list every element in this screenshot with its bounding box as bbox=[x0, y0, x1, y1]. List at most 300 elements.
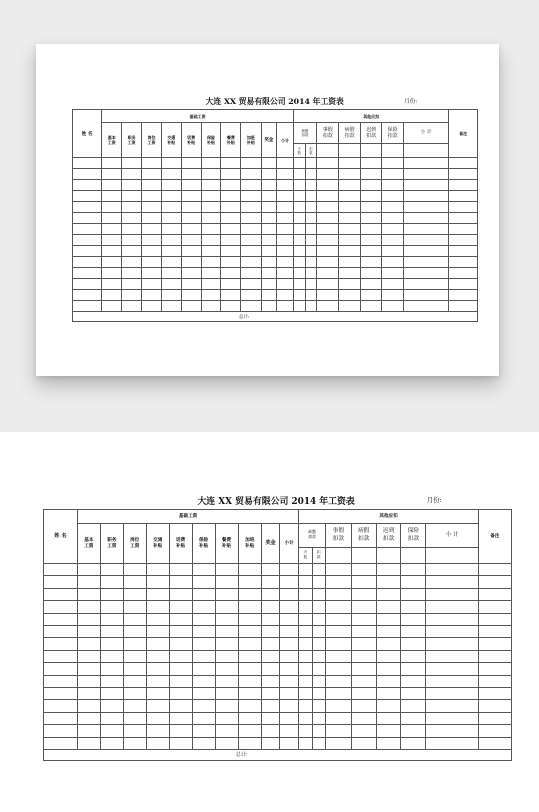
table-cell bbox=[192, 626, 215, 638]
table-cell bbox=[299, 687, 312, 699]
table-cell bbox=[215, 626, 238, 638]
table-cell bbox=[221, 235, 241, 246]
header-deduct-col bbox=[401, 524, 426, 548]
table-cell bbox=[293, 268, 305, 279]
table-cell bbox=[169, 626, 192, 638]
table-cell bbox=[261, 737, 279, 749]
table-cell bbox=[238, 601, 261, 613]
table-cell bbox=[449, 213, 478, 224]
header-absence-days-text: 天 数 bbox=[303, 550, 308, 559]
table-cell bbox=[221, 213, 241, 224]
table-cell bbox=[77, 564, 100, 576]
table-cell bbox=[122, 279, 142, 290]
table-cell bbox=[401, 638, 426, 650]
table-row bbox=[44, 737, 512, 749]
table-cell bbox=[293, 224, 305, 235]
table-cell bbox=[403, 158, 449, 169]
table-cell bbox=[192, 601, 215, 613]
table-cell bbox=[146, 601, 169, 613]
table-cell bbox=[201, 246, 221, 257]
table-cell bbox=[100, 564, 123, 576]
table-cell bbox=[241, 224, 261, 235]
table-cell bbox=[77, 626, 100, 638]
table-cell bbox=[100, 576, 123, 588]
table-cell bbox=[261, 675, 279, 687]
table-cell bbox=[339, 180, 361, 191]
table-cell bbox=[122, 158, 142, 169]
table-cell bbox=[100, 663, 123, 675]
header-base-col bbox=[100, 524, 123, 564]
table-cell bbox=[238, 712, 261, 724]
table-cell bbox=[317, 180, 339, 191]
table-cell bbox=[142, 301, 162, 312]
table-cell bbox=[305, 191, 317, 202]
table-cell bbox=[77, 737, 100, 749]
table-cell bbox=[376, 626, 401, 638]
table-cell bbox=[77, 588, 100, 600]
table-cell bbox=[146, 638, 169, 650]
header-base-col bbox=[142, 122, 162, 158]
table-cell bbox=[312, 626, 325, 638]
table-cell bbox=[351, 725, 376, 737]
header-blank-cell bbox=[382, 144, 404, 158]
table-cell bbox=[215, 601, 238, 613]
table-cell bbox=[77, 638, 100, 650]
table-cell bbox=[280, 675, 299, 687]
table-row bbox=[73, 268, 478, 279]
table-cell bbox=[215, 613, 238, 625]
table-cell bbox=[44, 675, 78, 687]
table-cell bbox=[201, 279, 221, 290]
table-cell bbox=[382, 158, 404, 169]
table-cell bbox=[238, 675, 261, 687]
table-cell bbox=[161, 180, 181, 191]
table-cell bbox=[44, 687, 78, 699]
table-cell bbox=[221, 158, 241, 169]
table-cell bbox=[73, 169, 102, 180]
table-cell bbox=[277, 257, 294, 268]
table-cell bbox=[293, 202, 305, 213]
table-cell bbox=[449, 290, 478, 301]
table-cell bbox=[317, 279, 339, 290]
table-cell bbox=[122, 224, 142, 235]
table-cell bbox=[339, 158, 361, 169]
table-cell bbox=[277, 268, 294, 279]
table-cell bbox=[201, 191, 221, 202]
table-cell bbox=[44, 638, 78, 650]
table-cell bbox=[192, 725, 215, 737]
table-cell bbox=[280, 712, 299, 724]
header-base-col bbox=[102, 122, 122, 158]
table-cell bbox=[44, 576, 78, 588]
table-cell bbox=[181, 213, 201, 224]
table-cell bbox=[305, 224, 317, 235]
table-cell bbox=[426, 613, 479, 625]
header-base-col bbox=[215, 524, 238, 564]
table-cell bbox=[277, 180, 294, 191]
table-cell bbox=[280, 663, 299, 675]
table-cell bbox=[339, 257, 361, 268]
table-cell bbox=[339, 301, 361, 312]
table-cell bbox=[201, 180, 221, 191]
table-cell bbox=[215, 663, 238, 675]
header-row-columns bbox=[73, 122, 478, 143]
table-row bbox=[44, 626, 512, 638]
table-cell bbox=[73, 202, 102, 213]
table-cell bbox=[360, 268, 382, 279]
table-cell bbox=[123, 725, 146, 737]
table-cell bbox=[102, 180, 122, 191]
table-cell bbox=[351, 588, 376, 600]
table-cell bbox=[426, 700, 479, 712]
table-cell bbox=[325, 601, 351, 613]
table-cell bbox=[305, 279, 317, 290]
table-cell bbox=[312, 576, 325, 588]
table-cell bbox=[325, 725, 351, 737]
table-cell bbox=[277, 158, 294, 169]
header-blank-cell bbox=[351, 547, 376, 563]
table-cell bbox=[122, 301, 142, 312]
table-cell bbox=[146, 700, 169, 712]
header-blank-cell bbox=[339, 144, 361, 158]
table-row bbox=[44, 638, 512, 650]
header-base-col-text: 基本 工资 bbox=[107, 135, 116, 146]
table-cell bbox=[277, 202, 294, 213]
table-cell bbox=[325, 564, 351, 576]
table-cell bbox=[142, 191, 162, 202]
table-cell bbox=[261, 576, 279, 588]
table-cell bbox=[339, 202, 361, 213]
table-cell bbox=[261, 687, 279, 699]
table-cell bbox=[77, 687, 100, 699]
table-cell bbox=[142, 213, 162, 224]
table-cell bbox=[142, 290, 162, 301]
table-cell bbox=[261, 725, 279, 737]
table-row bbox=[44, 576, 512, 588]
table-cell bbox=[161, 257, 181, 268]
table-cell bbox=[360, 180, 382, 191]
table-cell bbox=[181, 169, 201, 180]
header-deduct-group-text: 其他应扣 bbox=[379, 513, 398, 519]
table-cell bbox=[102, 169, 122, 180]
table-cell bbox=[261, 224, 277, 235]
table-cell bbox=[192, 700, 215, 712]
table-cell bbox=[339, 213, 361, 224]
table-cell bbox=[215, 650, 238, 662]
table-cell bbox=[169, 601, 192, 613]
table-cell bbox=[142, 224, 162, 235]
table-cell bbox=[325, 687, 351, 699]
table-cell bbox=[339, 279, 361, 290]
header-blank-cell bbox=[403, 144, 449, 158]
table-cell bbox=[221, 290, 241, 301]
header-absence-text: 缺勤 扣款 bbox=[308, 529, 316, 540]
table-cell bbox=[161, 191, 181, 202]
table-cell bbox=[401, 650, 426, 662]
table-cell bbox=[280, 601, 299, 613]
table-cell bbox=[192, 737, 215, 749]
table-cell bbox=[261, 246, 277, 257]
sheet-title: 大连 XX 贸易有限公司 2014 年工资表 bbox=[205, 97, 344, 106]
table-cell bbox=[181, 279, 201, 290]
table-cell bbox=[449, 224, 478, 235]
table-cell bbox=[478, 576, 511, 588]
table-cell bbox=[241, 301, 261, 312]
table-cell bbox=[277, 301, 294, 312]
table-cell bbox=[312, 675, 325, 687]
table-cell bbox=[215, 588, 238, 600]
table-cell bbox=[261, 700, 279, 712]
header-deduct-col-text: 病假 扣款 bbox=[344, 126, 355, 139]
table-cell bbox=[312, 650, 325, 662]
header-base-group-text: 基础工资 bbox=[178, 513, 198, 519]
table-cell bbox=[201, 235, 221, 246]
table-cell bbox=[73, 290, 102, 301]
table-cell bbox=[401, 725, 426, 737]
table-cell bbox=[339, 224, 361, 235]
table-cell bbox=[241, 213, 261, 224]
table-cell bbox=[478, 613, 511, 625]
table-row bbox=[73, 213, 478, 224]
table-cell bbox=[299, 601, 312, 613]
table-cell bbox=[146, 725, 169, 737]
table-cell bbox=[73, 191, 102, 202]
table-cell bbox=[305, 158, 317, 169]
table-cell bbox=[376, 737, 401, 749]
table-cell bbox=[215, 576, 238, 588]
table-cell bbox=[261, 290, 277, 301]
table-cell bbox=[317, 202, 339, 213]
header-base-col-text: 餐费 补贴 bbox=[226, 135, 235, 146]
table-cell bbox=[161, 268, 181, 279]
table-cell bbox=[339, 169, 361, 180]
table-cell bbox=[376, 687, 401, 699]
table-row bbox=[73, 202, 478, 213]
table-cell bbox=[401, 576, 426, 588]
header-row-columns bbox=[44, 524, 512, 548]
table-cell bbox=[181, 268, 201, 279]
table-cell bbox=[312, 601, 325, 613]
table-cell bbox=[241, 158, 261, 169]
table-cell bbox=[317, 169, 339, 180]
table-cell bbox=[192, 675, 215, 687]
table-cell bbox=[351, 626, 376, 638]
table-cell bbox=[221, 191, 241, 202]
table-cell bbox=[146, 576, 169, 588]
table-cell bbox=[102, 158, 122, 169]
table-cell bbox=[299, 675, 312, 687]
table-cell bbox=[142, 169, 162, 180]
table-cell bbox=[261, 158, 277, 169]
table-cell bbox=[181, 158, 201, 169]
header-name bbox=[44, 510, 78, 564]
header-deduct-subtotal-text: 小 计 bbox=[420, 130, 432, 136]
table-cell bbox=[426, 663, 479, 675]
table-cell bbox=[382, 279, 404, 290]
table-cell bbox=[192, 564, 215, 576]
table-cell bbox=[77, 700, 100, 712]
table-row bbox=[73, 180, 478, 191]
header-deduct-group-text: 其他应扣 bbox=[363, 113, 380, 119]
table-cell bbox=[339, 290, 361, 301]
table-cell bbox=[44, 564, 78, 576]
table-cell bbox=[161, 213, 181, 224]
table-cell bbox=[317, 213, 339, 224]
table-cell bbox=[73, 158, 102, 169]
table-cell bbox=[215, 725, 238, 737]
table-cell bbox=[215, 675, 238, 687]
table-cell bbox=[201, 224, 221, 235]
table-cell bbox=[238, 626, 261, 638]
table-cell bbox=[299, 712, 312, 724]
table-cell bbox=[169, 564, 192, 576]
header-base-col-text: 保险 补贴 bbox=[207, 135, 215, 146]
table-cell bbox=[376, 588, 401, 600]
header-subtotal-text: 小计 bbox=[281, 137, 290, 143]
table-cell bbox=[449, 257, 478, 268]
table-cell bbox=[44, 712, 78, 724]
table-cell bbox=[317, 224, 339, 235]
table-cell bbox=[312, 564, 325, 576]
table-cell bbox=[238, 700, 261, 712]
table-row bbox=[44, 675, 512, 687]
table-row bbox=[73, 224, 478, 235]
header-blank-cell bbox=[317, 144, 339, 158]
table-row bbox=[44, 687, 512, 699]
table-cell bbox=[382, 224, 404, 235]
table-cell bbox=[161, 169, 181, 180]
table-cell bbox=[299, 564, 312, 576]
table-cell bbox=[241, 169, 261, 180]
header-row-groups bbox=[44, 510, 512, 524]
table-cell bbox=[181, 235, 201, 246]
header-deduct-group bbox=[293, 110, 449, 122]
table-cell bbox=[100, 626, 123, 638]
header-deduct-col bbox=[351, 524, 376, 548]
table-cell bbox=[351, 576, 376, 588]
table-cell bbox=[215, 564, 238, 576]
table-cell bbox=[360, 235, 382, 246]
table-cell bbox=[360, 224, 382, 235]
table-cell bbox=[299, 626, 312, 638]
table-cell bbox=[403, 290, 449, 301]
table-cell bbox=[201, 257, 221, 268]
table-cell bbox=[261, 712, 279, 724]
header-base-col bbox=[169, 524, 192, 564]
table-cell bbox=[169, 613, 192, 625]
table-cell bbox=[221, 169, 241, 180]
total-row bbox=[44, 749, 512, 760]
table-cell bbox=[312, 712, 325, 724]
table-cell bbox=[73, 279, 102, 290]
table-cell bbox=[280, 576, 299, 588]
table-cell bbox=[73, 301, 102, 312]
header-deduct-subtotal bbox=[426, 524, 479, 548]
table-row bbox=[44, 601, 512, 613]
table-cell bbox=[77, 663, 100, 675]
table-row bbox=[73, 246, 478, 257]
table-cell bbox=[142, 268, 162, 279]
table-cell bbox=[449, 191, 478, 202]
header-base-col-text: 交通 补贴 bbox=[167, 135, 176, 146]
table-cell bbox=[123, 576, 146, 588]
table-cell bbox=[449, 246, 478, 257]
header-deduct-col bbox=[339, 122, 361, 143]
table-cell bbox=[299, 737, 312, 749]
table-cell bbox=[221, 257, 241, 268]
salary-table bbox=[43, 509, 512, 761]
table-cell bbox=[161, 246, 181, 257]
table-row bbox=[73, 169, 478, 180]
header-bonus-text: 奖金 bbox=[264, 137, 274, 143]
table-cell bbox=[123, 626, 146, 638]
table-cell bbox=[261, 626, 279, 638]
table-cell bbox=[77, 712, 100, 724]
table-cell bbox=[169, 638, 192, 650]
table-cell bbox=[401, 564, 426, 576]
table-cell bbox=[280, 650, 299, 662]
table-cell bbox=[192, 687, 215, 699]
table-cell bbox=[382, 180, 404, 191]
table-cell bbox=[403, 180, 449, 191]
table-cell bbox=[317, 257, 339, 268]
table-cell bbox=[261, 191, 277, 202]
table-cell bbox=[169, 737, 192, 749]
table-cell bbox=[376, 638, 401, 650]
table-cell bbox=[280, 626, 299, 638]
table-cell bbox=[44, 626, 78, 638]
table-cell bbox=[325, 626, 351, 638]
header-base-col bbox=[221, 122, 241, 158]
table-cell bbox=[77, 675, 100, 687]
table-row bbox=[44, 613, 512, 625]
table-cell bbox=[102, 191, 122, 202]
total-label: 总计: bbox=[239, 314, 250, 320]
table-cell bbox=[382, 257, 404, 268]
table-cell bbox=[339, 235, 361, 246]
header-bonus bbox=[261, 524, 279, 564]
table-cell bbox=[403, 268, 449, 279]
table-cell bbox=[181, 257, 201, 268]
table-cell bbox=[280, 700, 299, 712]
table-cell bbox=[238, 564, 261, 576]
header-base-col bbox=[123, 524, 146, 564]
table-cell bbox=[261, 564, 279, 576]
table-cell bbox=[339, 268, 361, 279]
table-cell bbox=[123, 687, 146, 699]
table-cell bbox=[146, 712, 169, 724]
table-cell bbox=[201, 158, 221, 169]
table-cell bbox=[123, 588, 146, 600]
header-name-text: 姓 名 bbox=[81, 131, 93, 137]
table-cell bbox=[478, 737, 511, 749]
table-cell bbox=[339, 191, 361, 202]
table-cell bbox=[293, 246, 305, 257]
table-cell bbox=[161, 290, 181, 301]
table-cell bbox=[449, 180, 478, 191]
table-cell bbox=[351, 638, 376, 650]
table-cell bbox=[280, 613, 299, 625]
header-bonus bbox=[261, 122, 277, 158]
table-cell bbox=[161, 279, 181, 290]
table-cell bbox=[142, 158, 162, 169]
header-deduct-col bbox=[360, 122, 382, 143]
header-absence-amount-text: 扣 款 bbox=[316, 550, 321, 559]
table-cell bbox=[238, 650, 261, 662]
table-cell bbox=[277, 224, 294, 235]
table-row bbox=[73, 279, 478, 290]
table-cell bbox=[401, 626, 426, 638]
